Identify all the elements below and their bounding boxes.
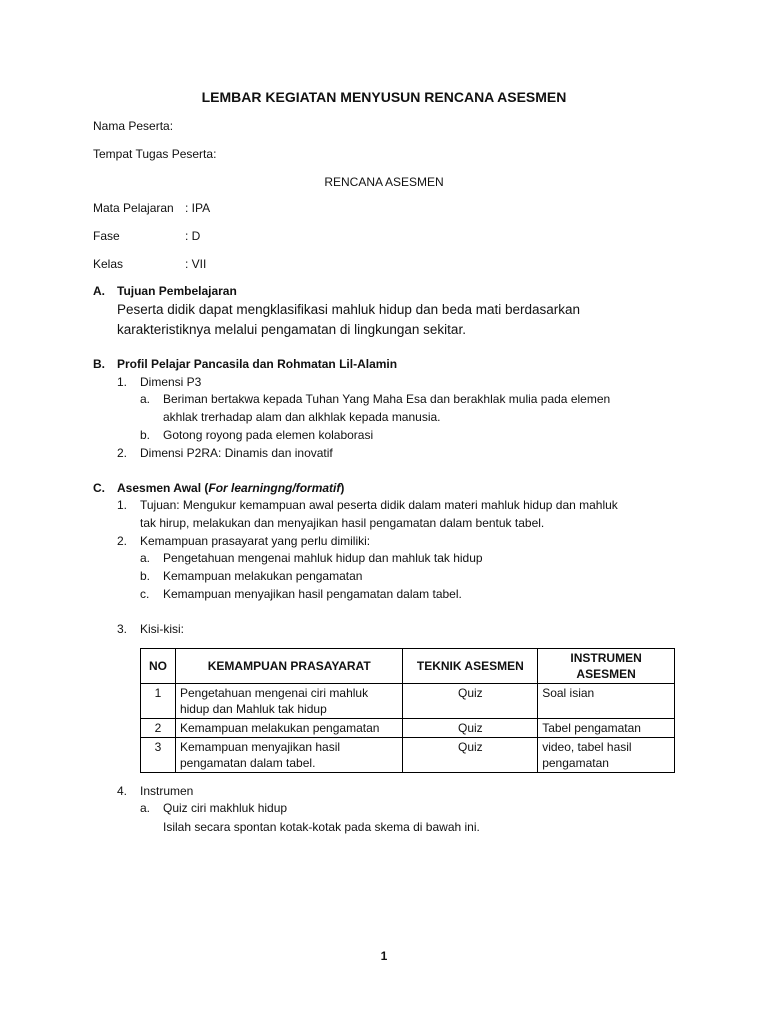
section-c-heading-italic: For learningng/formatif — [208, 481, 341, 495]
section-c-item4: Instrumen — [140, 784, 194, 798]
section-c-letter: C. — [93, 481, 105, 495]
table-row — [141, 719, 675, 738]
mapel-label: Mata Pelajaran — [93, 201, 174, 215]
kisi-kisi-table — [140, 648, 675, 773]
section-c-item2a-letter: a. — [140, 551, 151, 565]
section-c-item4a: Quiz ciri makhluk hidup — [163, 801, 288, 815]
fase-label: Fase — [93, 229, 120, 243]
cell-instrumen-line2: pengamatan — [542, 756, 609, 770]
section-a-heading: Tujuan Pembelajaran — [117, 284, 237, 298]
table-row — [141, 738, 675, 773]
header-instrumen-line2: ASESMEN — [576, 667, 636, 681]
cell-kemampuan-line1: Kemampuan menyajikan hasil — [179, 740, 341, 754]
section-b-item1b-letter: b. — [140, 428, 151, 442]
section-c-item1-line2: tak hirup, melakukan dan menyajikan hasil pengamatan dalam bentuk tabel. — [140, 516, 545, 530]
cell-kemampuan-line2: pengamatan dalam tabel. — [179, 756, 316, 770]
section-c-item4a-letter: a. — [140, 801, 151, 815]
section-b-item1: Dimensi P3 — [140, 375, 202, 389]
section-c-item2-num: 2. — [117, 534, 128, 548]
cell-no: 2 — [141, 719, 176, 738]
table-row — [141, 684, 675, 719]
section-c-item1-line1: Tujuan: Mengukur kemampuan awal peserta didik dalam materi mahluk hidup dan mahluk — [140, 498, 618, 512]
cell-teknik: Quiz — [403, 684, 538, 719]
cell-kemampuan: Kemampuan melakukan pengamatan — [175, 719, 402, 738]
section-b-item2-num: 2. — [117, 446, 128, 460]
cell-teknik: Quiz — [403, 719, 538, 738]
section-b-item1a-line1: Beriman bertakwa kepada Tuhan Yang Maha Esa dan berakhlak mulia pada elemen — [163, 392, 611, 406]
kelas-value: : VII — [185, 257, 207, 271]
page-title: LEMBAR KEGIATAN MENYUSUN RENCANA ASESMEN — [201, 89, 567, 105]
section-b-item2: Dimensi P2RA: Dinamis dan inovatif — [140, 446, 333, 460]
section-b-item1-num: 1. — [117, 375, 128, 389]
section-c-item4-num: 4. — [117, 784, 128, 798]
section-c-item1-num: 1. — [117, 498, 128, 512]
section-b-item1b: Gotong royong pada elemen kolaborasi — [163, 428, 374, 442]
header-instrumen-line1: INSTRUMEN — [570, 651, 642, 665]
header-kemampuan: KEMAMPUAN PRASAYARAT — [175, 649, 402, 684]
header-teknik: TEKNIK ASESMEN — [403, 649, 538, 684]
section-c-item2: Kemampuan prasayarat yang perlu dimiliki: — [140, 534, 371, 548]
section-b-item1a-letter: a. — [140, 392, 151, 406]
section-c-heading-pre: Asesmen Awal ( — [117, 481, 209, 495]
tempat-tugas-label: Tempat Tugas Peserta: — [93, 147, 217, 161]
table-header-row — [141, 649, 675, 684]
section-b-item1a-line2: akhlak trerhadap alam dan alkhlak kepada manusia. — [163, 410, 441, 424]
header-no: NO — [141, 649, 176, 684]
header-instrumen — [538, 649, 675, 684]
section-a-letter: A. — [93, 284, 105, 298]
section-c-item3: Kisi-kisi: — [140, 622, 184, 636]
section-c-item2a: Pengetahuan mengenai mahluk hidup dan mahluk tak hidup — [163, 551, 483, 565]
cell-teknik: Quiz — [403, 738, 538, 773]
cell-no: 3 — [141, 738, 176, 773]
section-c-item2b: Kemampuan melakukan pengamatan — [163, 569, 363, 583]
cell-instrumen: Tabel pengamatan — [538, 719, 675, 738]
section-b-heading: Profil Pelajar Pancasila dan Rohmatan Lil-Alamin — [117, 357, 398, 371]
cell-kemampuan — [175, 684, 402, 719]
document-subtitle: RENCANA ASESMEN — [324, 175, 444, 189]
mapel-value: : IPA — [185, 201, 211, 215]
cell-kemampuan-line1: Pengetahuan mengenai ciri mahluk — [179, 686, 369, 700]
section-a-text-line1: Peserta didik dapat mengklasifikasi mahluk hidup dan beda mati berdasarkan — [117, 302, 581, 317]
cell-no: 1 — [141, 684, 176, 719]
section-c-heading-post: ) — [340, 481, 345, 495]
section-c-item4a-desc: Isilah secara spontan kotak-kotak pada skema di bawah ini. — [163, 820, 480, 834]
cell-instrumen — [538, 738, 675, 773]
cell-instrumen-line1: video, tabel hasil — [542, 740, 632, 754]
section-a-text-line2: karakteristiknya melalui pengamatan di lingkungan sekitar. — [117, 322, 466, 337]
cell-instrumen: Soal isian — [538, 684, 675, 719]
section-b-letter: B. — [93, 357, 105, 371]
section-c-item3-num: 3. — [117, 622, 128, 636]
section-c-item2c: Kemampuan menyajikan hasil pengamatan dalam tabel. — [163, 587, 462, 601]
fase-value: : D — [185, 229, 201, 243]
section-c-heading — [117, 480, 344, 496]
section-c-item2b-letter: b. — [140, 569, 151, 583]
section-c-item2c-letter: c. — [140, 587, 150, 601]
cell-kemampuan-line2: hidup dan Mahluk tak hidup — [179, 702, 327, 716]
kelas-label: Kelas — [93, 257, 124, 271]
page-number: 1 — [380, 949, 388, 963]
cell-kemampuan — [175, 738, 402, 773]
nama-peserta-label: Nama Peserta: — [93, 119, 174, 133]
